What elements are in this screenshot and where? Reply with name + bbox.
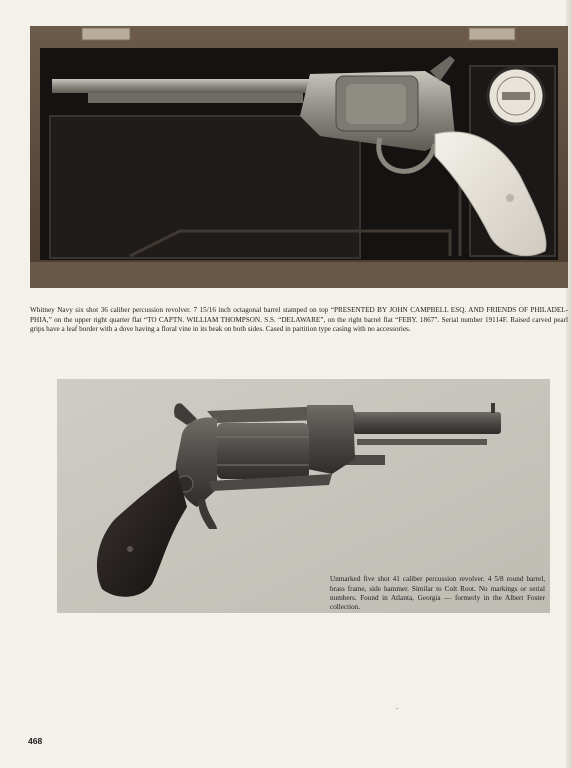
- page-number: 468: [28, 736, 43, 746]
- cased-revolver-photo: [30, 26, 568, 288]
- top-photo-caption: Whitney Navy six shot 36 caliber percussion revolver. 7 15/16 inch octagonal barrel stamped on top “PRESENTED BY JOHN CAMPBELL ESQ. AND FRIENDS OF PHILADEL-PHIA,” on the upper right quarter flat “TO CAPTN. WILLIAM THOMPSON. S.S. “DELAWARE”, on the right barrel flat “FEBY. 1867”. Serial number 19114F. Raised carved pearl grips have a leaf border with a dove having a floral vine in its beak on both sides. Cased in partition type casing with no accessories.: [30, 306, 568, 334]
- printer-mark: ˇ: [396, 707, 399, 715]
- bottom-photo-caption: Unmarked five shot 41 caliber percussion revolver. 4 5/8 round barrel, brass frame, side hammer. Similar to Colt Root. No markings or serial numbers. Found in Atlanta, Georgia — formerly in the Albert Foster collection.: [330, 575, 545, 612]
